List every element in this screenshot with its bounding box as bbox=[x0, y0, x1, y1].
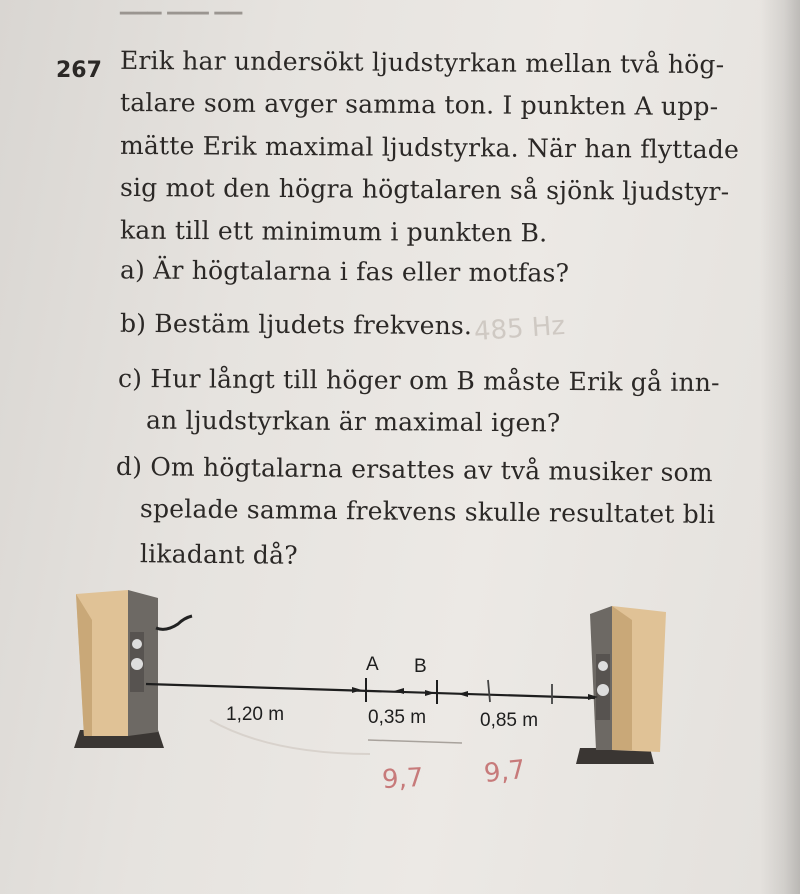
question-a: a) Är högtalarna i fas eller motfas? bbox=[119, 255, 570, 288]
distance-ab-label: 0,35 m bbox=[368, 707, 427, 728]
handwritten-note-1: 9,7 bbox=[381, 762, 425, 796]
question-d-line-1: d) Om högtalarna ersattes av två musiker som bbox=[115, 451, 713, 488]
pencil-note-b: 485 Hz bbox=[473, 310, 567, 348]
intro-line-4: sig mot den högra högtalaren så sjönk ljudstyr- bbox=[119, 172, 730, 207]
distance-right-label: 0,85 m bbox=[480, 710, 539, 731]
left-speaker-icon bbox=[74, 590, 192, 748]
question-d-line-3: likadant då? bbox=[139, 539, 298, 570]
page-edge-shadow bbox=[760, 0, 800, 894]
question-c-line-2: an ljudstyrkan är maximal igen? bbox=[145, 405, 561, 438]
question-b: b) Bestäm ljudets frekvens. bbox=[119, 308, 473, 341]
intro-line-2: talare som avger samma ton. I punkten A upp- bbox=[119, 87, 719, 122]
point-b-label: B bbox=[414, 656, 427, 677]
problem-number: 267 bbox=[56, 58, 102, 83]
point-a-label: A bbox=[366, 654, 379, 675]
top-cut-text: ▁▁▁ ▁▁▁ ▁▁ bbox=[120, 0, 243, 15]
question-d-line-2: spelade samma frekvens skulle resultatet bli bbox=[139, 493, 716, 530]
right-speaker-icon bbox=[576, 606, 666, 764]
question-c-line-1: c) Hur långt till höger om B måste Erik gå inn- bbox=[117, 363, 720, 398]
intro-line-5: kan till ett minimum i punkten B. bbox=[119, 215, 548, 248]
intro-line-1: Erik har undersökt ljudstyrkan mellan två hög- bbox=[119, 45, 725, 80]
handwritten-note-2: 9,7 bbox=[482, 754, 527, 790]
distance-left-label: 1,20 m bbox=[226, 704, 285, 725]
intro-line-3: mätte Erik maximal ljudstyrka. När han flyttade bbox=[119, 130, 740, 165]
